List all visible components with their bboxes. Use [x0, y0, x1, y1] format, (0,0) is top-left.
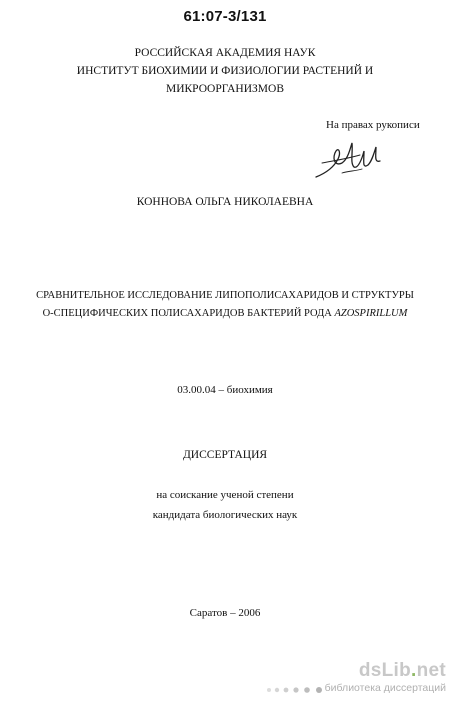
genus-name: AZOSPIRILLUM [334, 308, 408, 319]
watermark-logo-name: dsLib [358, 660, 411, 681]
dissertation-title-line-2 [0, 305, 450, 323]
handwritten-signature [312, 133, 392, 183]
dissertation-title-line-1: СРАВНИТЕЛЬНОЕ ИССЛЕДОВАНИЕ ЛИПОПОЛИСАХАРИДОВ И СТРУКТУРЫ [36, 290, 414, 301]
city-year: Саратов – 2006 [189, 607, 261, 619]
watermark-logo [318, 660, 446, 682]
degree-line-2: кандидата биологических наук [152, 509, 298, 521]
rights-note: На правах рукописи [326, 119, 420, 131]
organization-line-3: МИКРООРГАНИЗМОВ [165, 83, 284, 95]
watermark-subtitle: библиотека диссертаций [324, 682, 446, 694]
specialty-code: 03.00.04 – биохимия [177, 384, 273, 396]
author-name: КОННОВА ОЛЬГА НИКОЛАЕВНА [136, 196, 314, 208]
document-type: ДИССЕРТАЦИЯ [182, 449, 268, 461]
title-line-2-text: О-СПЕЦИФИЧЕСКИХ ПОЛИСАХАРИДОВ БАКТЕРИЙ РОДА [42, 308, 335, 319]
watermark-logo-dot: . [411, 660, 417, 681]
watermark-logo-tld: net [416, 660, 446, 681]
watermark-dots-icon [265, 684, 325, 696]
archive-stamp-number: 61:07-3/131 [183, 8, 267, 25]
watermark [318, 660, 446, 694]
degree-line-1: на соискание ученой степени [156, 489, 294, 501]
organization-line-1: РОССИЙСКАЯ АКАДЕМИЯ НАУК [134, 47, 316, 59]
organization-line-2: ИНСТИТУТ БИОХИМИИ И ФИЗИОЛОГИИ РАСТЕНИЙ И [76, 65, 374, 77]
